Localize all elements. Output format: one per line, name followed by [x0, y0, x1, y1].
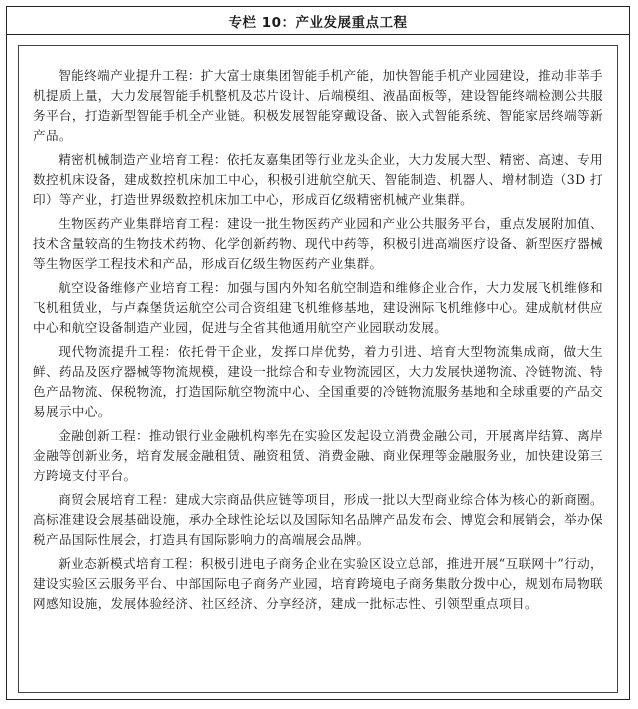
paragraph-aviation-maintenance: 航空设备维修产业培育工程：加强与国内外知名航空制造和维修企业合作，大力发展飞机维修和飞机租赁业，与卢森堡货运航空公司合资组建飞机维修基地，建设洲际飞机维修中心。建成航材供应中心和航空设备制造产业园，促进与全省其他通用航空产业园联动发展。 [33, 280, 603, 335]
paragraph-smart-terminal: 智能终端产业提升工程：扩大富士康集团智能手机产能，加快智能手机产业园建设，推动非莘手机提质上量，大力发展智能手机整机及芯片设计、后端模组、液晶面板等，建设智能终端检测公共服务平台，打造新型智能手机全产业链。积极发展智能穿戴设备、嵌入式智能系统、智能家居终端等新产品。 [33, 68, 603, 143]
feature-box [6, 6, 630, 700]
box-title: 专栏 10：产业发展重点工程 [7, 7, 629, 35]
paragraph-financial-innovation: 金融创新工程：推动银行业金融机构率先在实验区发起设立消费金融公司，开展离岸结算、离岸金融等创新业务，培育发展金融租赁、融资租赁、消费金融、商业保理等金融服务业，加快建设第三方跨境支付平台。 [33, 428, 603, 483]
paragraph-new-business-models: 新业态新模式培育工程：积极引进电子商务企业在实验区设立总部，推进开展“互联网十”行动，建设实验区云服务平台、中部国际电子商务产业园，培育跨境电子商务集散分拨中心，规划布局物联网感知设施，发展体验经济、社区经济、分享经济，建成一批标志性、引领型重点项目。 [33, 556, 603, 611]
paragraph-precision-machinery: 精密机械制造产业培育工程：依托友嘉集团等行业龙头企业，大力发展大型、精密、高速、专用数控机床设备，建成数控机床加工中心，积极引进航空航天、智能制造、机器人、增材制造（3D 打印）等产业，打造世界级数控机床加工中心，形成百亿级精密机械产业集群。 [33, 152, 603, 207]
paragraph-commerce-exhibition: 商贸会展培育工程：建成大宗商品供应链等项目，形成一批以大型商业综合体为核心的新商圈。高标准建设会展基础设施，承办全球性论坛以及国际知名品牌产品发布会、博览会和展销会，举办保税产品国际性展会，打造具有国际影响力的高端展会品牌。 [33, 492, 603, 547]
paragraph-modern-logistics: 现代物流提升工程：依托骨干企业，发挥口岸优势，着力引进、培育大型物流集成商，做大生鲜、药品及医疗器械等物流规模，建设一批综合和专业物流园区，大力发展快递物流、冷链物流、特色产品物流、保税物流，打造国际航空物流中心、全国重要的冷链物流服务基地和全球重要的产品交易展示中心。 [33, 344, 603, 419]
paragraph-biomedicine: 生物医药产业集群培育工程：建设一批生物医药产业园和产业公共服务平台，重点发展附加值、技术含量较高的生物技术药物、化学创新药物、现代中药等，积极引进高端医疗设备、新型医疗器械等生物医学工程技术和产品，形成百亿级生物医药产业集群。 [33, 216, 603, 271]
content-frame [18, 45, 618, 693]
